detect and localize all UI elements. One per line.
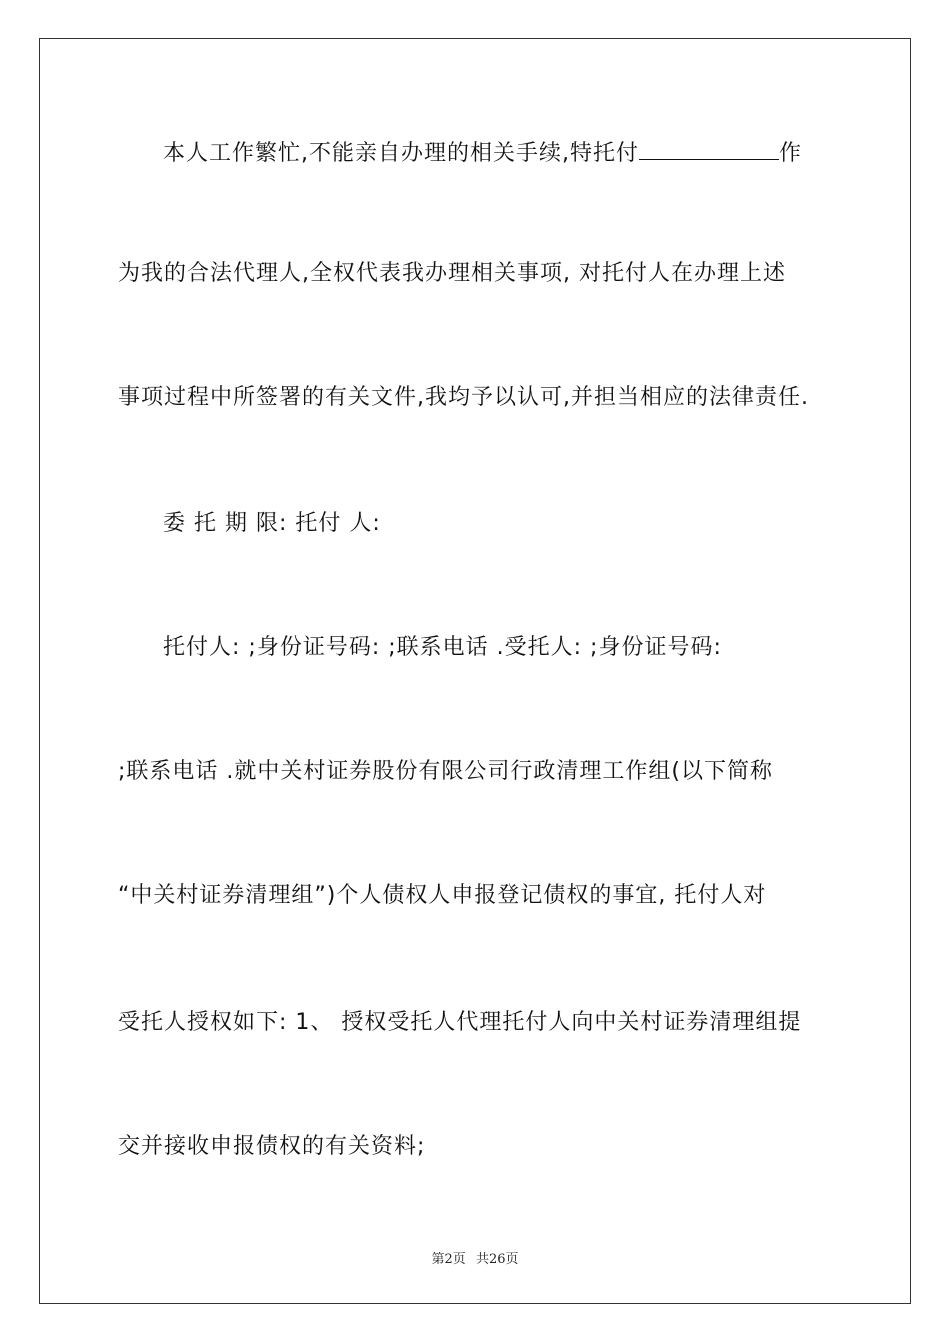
line-1-tail: 作 <box>779 141 803 166</box>
paragraph-line-1 <box>163 137 834 169</box>
paragraph-line-7: “中关村证券清理组”)个人债权人申报登记债权的事宜, 托付人对 <box>118 883 767 908</box>
page-footer <box>0 1248 950 1267</box>
page-border <box>39 38 911 1304</box>
paragraph-line-6: ;联系电话 .就中关村证券股份有限公司行政清理工作组(以下简称 <box>118 759 773 784</box>
paragraph-line-9: 交并接收申报债权的有关资料; <box>118 1134 426 1159</box>
blank-field <box>639 137 779 160</box>
paragraph-line-3: 事项过程中所签署的有关文件,我均予以认可,并担当相应的法律责任. <box>118 385 809 410</box>
line-1-text: 本人工作繁忙,不能亲自办理的相关手续,特托付 <box>163 141 639 166</box>
paragraph-line-8: 受托人授权如下: 1、 授权受托人代理托付人向中关村证券清理组提 <box>118 1010 802 1035</box>
page-number: 第2页 <box>431 1252 466 1267</box>
paragraph-line-2: 为我的合法代理人,全权代表我办理相关事项, 对托付人在办理上述 <box>118 261 786 286</box>
paragraph-line-4: 委 托 期 限: 托付 人: <box>163 511 381 536</box>
page-total: 共26页 <box>475 1252 519 1267</box>
paragraph-line-5: 托付人: ;身份证号码: ;联系电话 .受托人: ;身份证号码: <box>163 635 722 660</box>
